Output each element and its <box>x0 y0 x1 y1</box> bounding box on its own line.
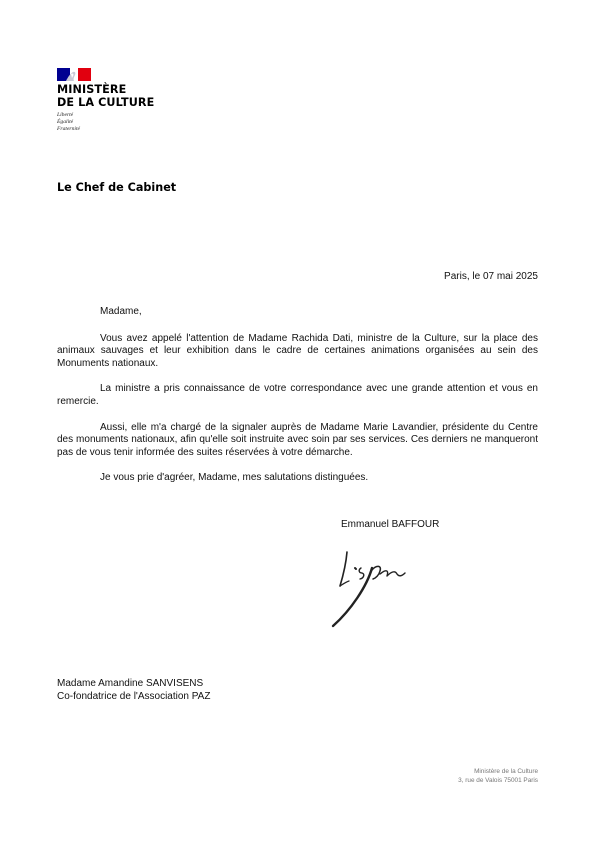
republic-motto <box>57 112 154 134</box>
paragraph-2: La ministre a pris connaissance de votre correspondance avec une grande attention et vous en remercie. <box>57 383 538 407</box>
ministry-name-line1: MINISTÈRE <box>57 83 127 96</box>
ministry-name-line2: DE LA CULTURE <box>57 96 155 109</box>
recipient-title: Co-fondatrice de l'Association PAZ <box>57 690 211 702</box>
recipient-name: Madame Amandine SANVISENS <box>57 678 204 689</box>
paragraph-1: Vous avez appelé l'attention de Madame Rachida Dati, ministre de la Culture, sur la place des animaux sauvages et leur exhibition dans le cadre de certaines animations organisées au sein des Monuments nationaux. <box>57 332 538 369</box>
recipient-block <box>57 678 210 703</box>
signer-name: Emmanuel BAFFOUR <box>341 519 440 530</box>
footer-line-2: 3, rue de Valois 75001 Paris <box>458 777 538 784</box>
footer-line-1: Ministère de la Culture <box>474 768 538 775</box>
letter-date: Paris, le 07 mai 2025 <box>444 271 538 282</box>
letter-body <box>57 306 538 498</box>
motto-egalite: Égalité <box>57 119 74 126</box>
footer-address <box>458 767 538 785</box>
marianne-flag-icon <box>57 68 91 81</box>
motto-liberte: Liberté <box>57 112 74 118</box>
paragraph-3: Aussi, elle m'a chargé de la signaler auprès de Madame Marie Lavandier, présidente du Centre des monuments nationaux, afin qu'elle soit instruite avec soin par ses services. Ces derniers ne manqueront pas de vous tenir informée des suites réservées à votre démarche. <box>57 421 538 458</box>
salutation: Madame, <box>100 306 142 317</box>
office-title: Le Chef de Cabinet <box>57 181 177 194</box>
motto-fraternite: Fraternité <box>57 126 80 133</box>
ministry-logo <box>57 68 154 134</box>
paragraph-4: Je vous prie d'agréer, Madame, mes salutations distinguées. <box>100 472 369 484</box>
handwritten-signature <box>325 540 420 632</box>
